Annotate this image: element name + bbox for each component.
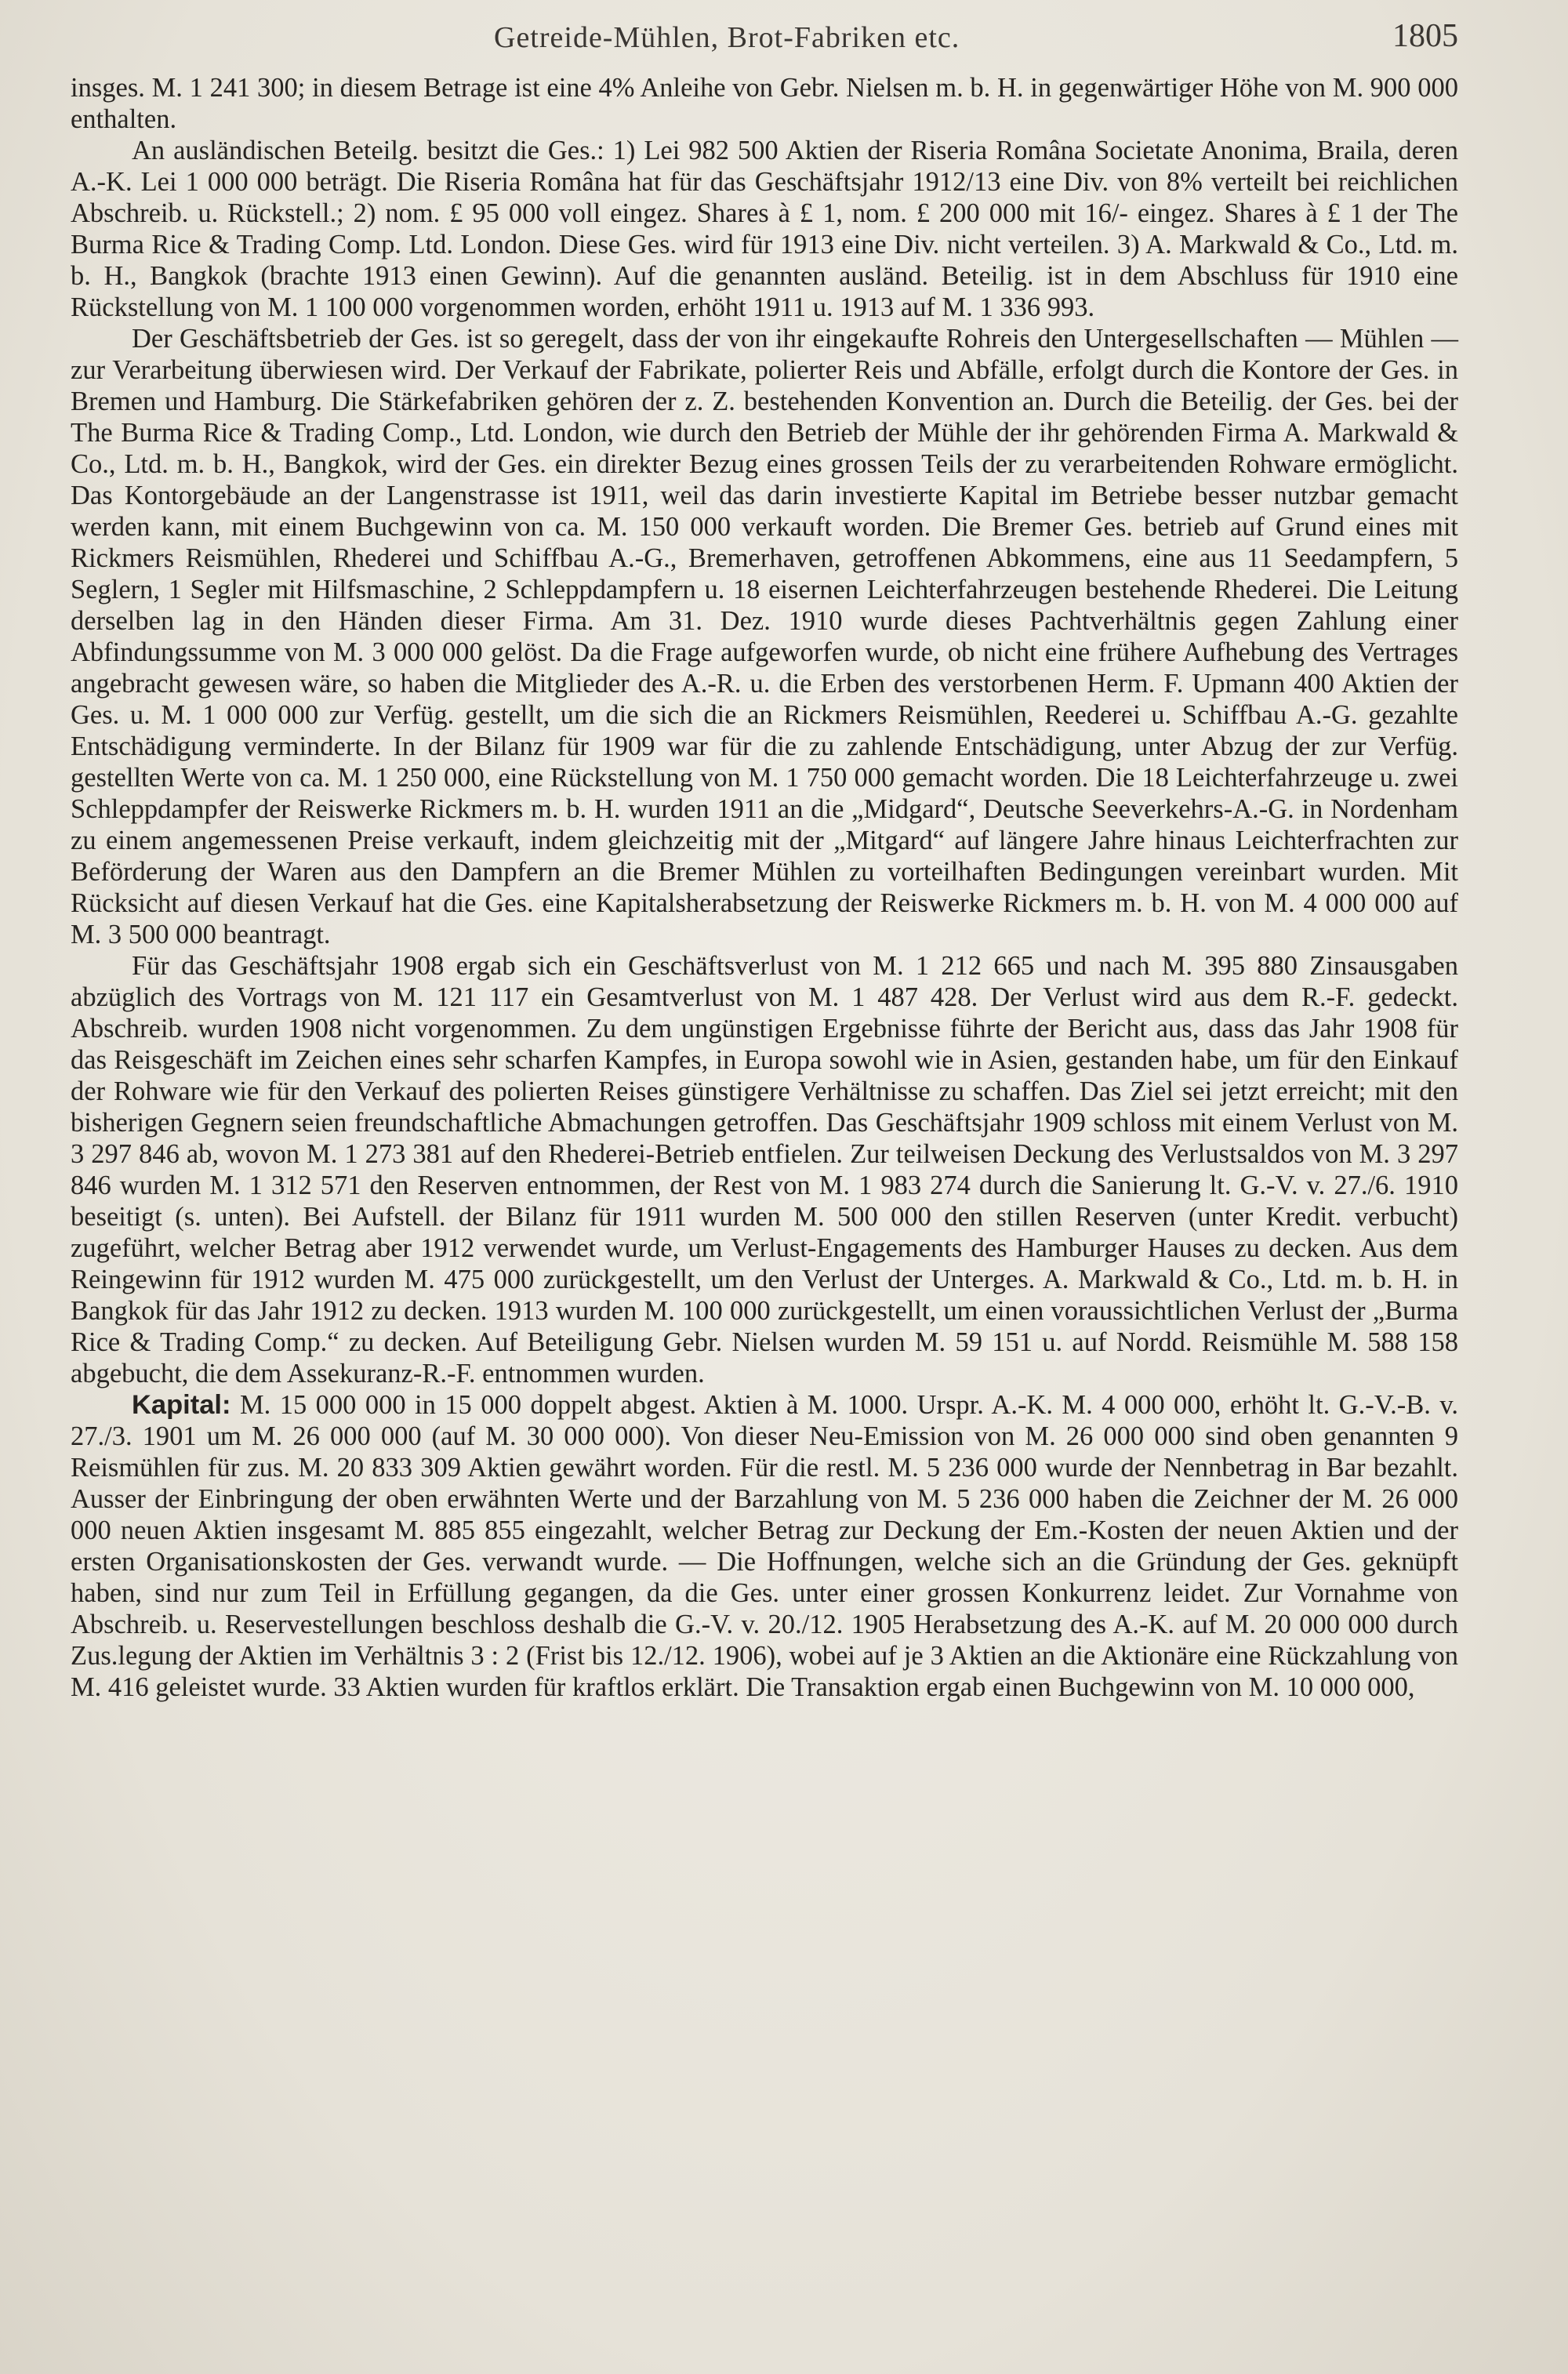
kapital-text: M. 15 000 000 in 15 000 doppelt abgest. Aktien à M. 1000. Urspr. A.-K. M. 4 000 000, erhöht lt. G.-V.-B. v. 27./3. 1901 um M. 26 000 000 (auf M. 30 000 000). Von dieser Neu-Emission von M. 26 000 000 sind oben genannten 9 Reismühlen für zus. M. 20 833 309 Aktien gewährt worden. Für die restl. M. 5 236 000 wurde der Nennbetrag in Bar bezahlt. Ausser der Einbringung der oben erwähnten Werte und der Barzahlung von M. 5 236 000 haben die Zeichner der M. 26 000 000 neuen Aktien insgesamt M. 885 855 eingezahlt, welcher Betrag zur Deckung der Em.-Kosten der neuen Aktien und der ersten Organisationskosten der Ges. verwandt wurde. — Die Hoffnungen, welche sich an die Gründung der Ges. geknüpft haben, sind nur zum Teil in Erfüllung gegangen, da die Ges. unter einer grossen Konkurrenz leidet. Zur Vornahme von Abschreib. u. Reservestellungen beschloss deshalb die G.-V. v. 20./12. 1905 Herabsetzung des A.-K. auf M. 20 000 000 durch Zus.legung der Aktien im Verhältnis 3 : 2 (Frist bis 12./12. 1906), wobei auf je 3 Aktien an die Aktionäre eine Rückzahlung von M. 416 geleistet wurde. 33 Aktien wurden für kraftlos erklärt. Die Transaktion ergab einen Buchgewinn von M. 10 000 000, xyxy=(71,1390,1458,1702)
paragraph-business-operations: Der Geschäftsbetrieb der Ges. ist so geregelt, dass der von ihr eingekaufte Rohreis den Untergesellschaften — Mühlen — zur Verarbeitung überwiesen wird. Der Verkauf der Fabrikate, polierter Reis und Abfälle, erfolgt durch die Kontore der Ges. in Bremen und Hamburg. Die Stärkefabriken gehören der z. Z. bestehenden Konvention an. Durch die Beteilig. der Ges. bei der The Burma Rice & Trading Comp., Ltd. London, wie durch den Betrieb der Mühle der ihr gehörenden Firma A. Markwald & Co., Ltd. m. b. H., Bangkok, wird der Ges. ein direkter Bezug eines grossen Teils der zu verarbeitenden Rohware ermöglicht. Das Kontorgebäude an der Langenstrasse ist 1911, weil das darin investierte Kapital im Betriebe besser nutzbar gemacht werden kann, mit einem Buchgewinn von ca. M. 150 000 verkauft worden. Die Bremer Ges. betrieb auf Grund eines mit Rickmers Reismühlen, Rhederei und Schiffbau A.-G., Bremerhaven, getroffenen Abkommens, eine aus 11 Seedampfern, 5 Seglern, 1 Segler mit Hilfsmaschine, 2 Schleppdampfern u. 18 eisernen Leichterfahrzeugen bestehende Rhederei. Die Leitung derselben lag in den Händen dieser Firma. Am 31. Dez. 1910 wurde dieses Pachtverhältnis gegen Zahlung einer Abfindungssumme von M. 3 000 000 gelöst. Da die Frage aufgeworfen wurde, ob nicht eine frühere Aufhebung des Vertrages angebracht gewesen wäre, so haben die Mitglieder des A.-R. u. die Erben des verstorbenen Herm. F. Upmann 400 Aktien der Ges. u. M. 1 000 000 zur Verfüg. gestellt, um die sich die an Rickmers Reismühlen, Reederei u. Schiffbau A.-G. gezahlte Entschädigung verminderte. In der Bilanz für 1909 war für die zu zahlende Entschädigung, unter Abzug der zur Verfüg. gestellten Werte von ca. M. 1 250 000, eine Rückstellung von M. 1 750 000 gemacht worden. Die 18 Leichterfahrzeuge u. zwei Schleppdampfer der Reiswerke Rickmers m. b. H. wurden 1911 an die „Midgard“, Deutsche Seeverkehrs-A.-G. in Nordenham zu einem angemessenen Preise verkauft, indem gleichzeitig mit der „Mitgard“ auf längere Jahre hinaus Leichterfrachten zur Beförderung der Waren aus den Dampfern an die Bremer Mühlen zu vorteilhaften Bedingungen vereinbart wurden. Mit Rücksicht auf diesen Verkauf hat die Ges. eine Kapitalsherabsetzung der Reiswerke Rickmers m. b. H. von M. 4 000 000 auf M. 3 500 000 beantragt. xyxy=(71,324,1458,949)
running-head: Getreide-Mühlen, Brot-Fabriken etc. xyxy=(494,21,960,54)
page-number: 1805 xyxy=(1392,18,1458,54)
kapital-term: Kapital: xyxy=(132,1390,231,1420)
paragraph-kapital xyxy=(71,1389,1458,1703)
paragraph-continuation: insges. M. 1 241 300; in diesem Betrage ist eine 4% Anleihe von Gebr. Nielsen m. b. H. in gegenwärtiger Höhe von M. 900 000 enthalten. xyxy=(71,73,1458,134)
paragraph-foreign-holdings: An ausländischen Beteilg. besitzt die Ges.: 1) Lei 982 500 Aktien der Riseria Româna Societate Anonima, Braila, deren A.-K. Lei 1 000 000 beträgt. Die Riseria Româna hat für das Geschäftsjahr 1912/13 eine Div. von 8% verteilt bei reichlichen Abschreib. u. Rückstell.; 2) nom. £ 95 000 voll eingez. Shares à £ 1, nom. £ 200 000 mit 16/- eingez. Shares à £ 1 der The Burma Rice & Trading Comp. Ltd. London. Diese Ges. wird für 1913 eine Div. nicht verteilen. 3) A. Markwald & Co., Ltd. m. b. H., Bangkok (brachte 1913 einen Gewinn). Auf die genannten ausländ. Beteilig. ist in dem Abschluss für 1910 eine Rückstellung von M. 1 100 000 vorgenommen worden, erhöht 1911 u. 1913 auf M. 1 336 993. xyxy=(71,136,1458,322)
body-text xyxy=(71,72,1458,1703)
page-header xyxy=(71,16,1458,71)
paragraph-financial-history: Für das Geschäftsjahr 1908 ergab sich ein Geschäftsverlust von M. 1 212 665 und nach M. 395 880 Zinsausgaben abzüglich des Vortrags von M. 121 117 ein Gesamtverlust von M. 1 487 428. Der Verlust wird aus dem R.-F. gedeckt. Abschreib. wurden 1908 nicht vorgenommen. Zu dem ungünstigen Ergebnisse führte der Bericht aus, dass das Jahr 1908 für das Reisgeschäft im Zeichen eines sehr scharfen Kampfes, in Europa sowohl wie in Asien, gestanden habe, um für den Einkauf der Rohware wie für den Verkauf des polierten Reises günstigere Verhältnisse zu schaffen. Das Ziel sei jetzt erreicht; mit den bisherigen Gegnern seien freundschaftliche Abmachungen getroffen. Das Geschäftsjahr 1909 schloss mit einem Verlust von M. 3 297 846 ab, wovon M. 1 273 381 auf den Rhederei-Betrieb entfielen. Zur teilweisen Deckung des Verlustsaldos von M. 3 297 846 wurden M. 1 312 571 den Reserven entnommen, der Rest von M. 1 983 274 durch die Sanierung lt. G.-V. v. 27./6. 1910 beseitigt (s. unten). Bei Aufstell. der Bilanz für 1911 wurden M. 500 000 den stillen Reserven (unter Kredit. verbucht) zugeführt, welcher Betrag aber 1912 verwendet wurde, um Verlust-Engagements des Hamburger Hauses zu decken. Aus dem Reingewinn für 1912 wurden M. 475 000 zurückgestellt, um den Verlust der Unterges. A. Markwald & Co., Ltd. m. b. H. in Bangkok für das Jahr 1912 zu decken. 1913 wurden M. 100 000 zurückgestellt, um einen voraussichtlichen Verlust der „Burma Rice & Trading Comp.“ zu decken. Auf Beteiligung Gebr. Nielsen wurden M. 59 151 u. auf Nordd. Reismühle M. 588 158 abgebucht, die dem Assekuranz-R.-F. entnommen wurden. xyxy=(71,951,1458,1388)
